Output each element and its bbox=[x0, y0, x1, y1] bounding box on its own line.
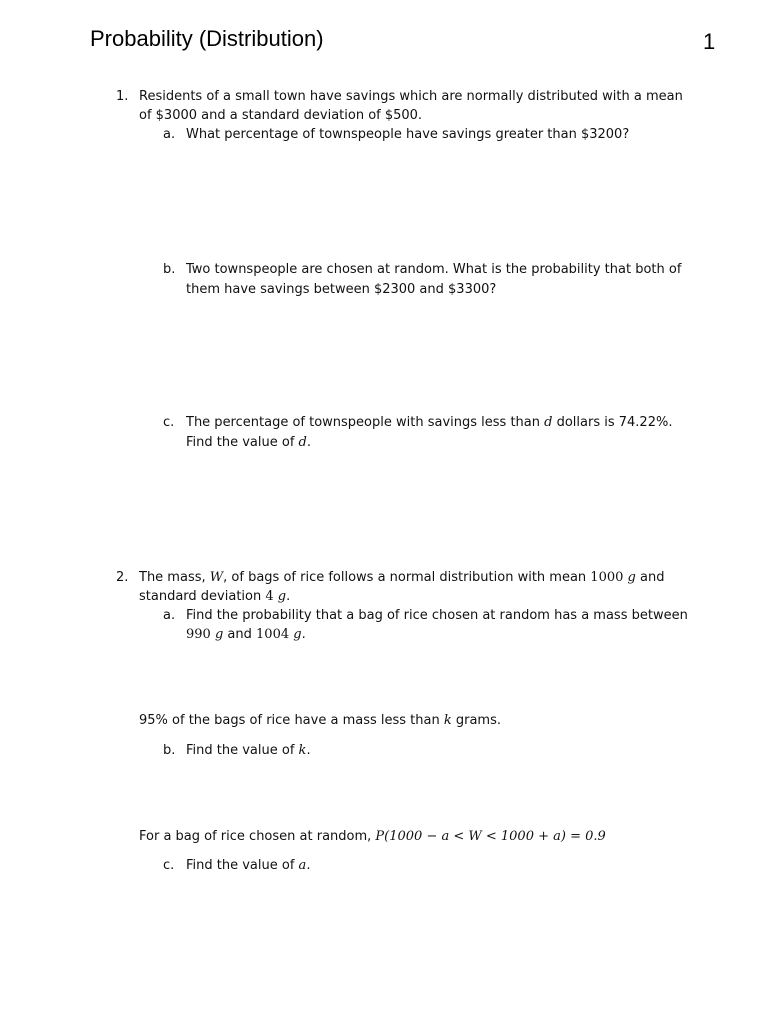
variable-a: a bbox=[298, 858, 307, 873]
question-2b-text: Find the value of k. bbox=[186, 743, 311, 758]
question-2c-label: c. bbox=[163, 858, 175, 873]
question-2a-text-line2: 990 g and 1004 g. bbox=[186, 627, 306, 642]
variable-k: k bbox=[298, 743, 307, 758]
question-2b-intro: 95% of the bags of rice have a mass less than k grams. bbox=[139, 713, 501, 728]
question-1-number: 1. bbox=[116, 89, 129, 104]
question-1a-text: What percentage of townspeople have savings greater than $3200? bbox=[186, 127, 630, 142]
question-1c-label: c. bbox=[163, 415, 175, 430]
question-2a-label: a. bbox=[163, 608, 176, 623]
question-2c-intro: For a bag of rice chosen at random, P(1000 − a < W < 1000 + a) = 0.9 bbox=[139, 829, 606, 844]
variable-w: W bbox=[209, 570, 224, 585]
page-number: 1 bbox=[703, 29, 716, 54]
question-1c-text-line1: The percentage of townspeople with savings less than d dollars is 74.22%. bbox=[186, 415, 673, 430]
question-2-text-line2: standard deviation 4 g. bbox=[139, 589, 291, 604]
question-1-text-line1: Residents of a small town have savings which are normally distributed with a mean bbox=[139, 89, 683, 104]
variable-k: k bbox=[443, 713, 452, 728]
question-2a-text-line1: Find the probability that a bag of rice chosen at random has a mass between bbox=[186, 608, 688, 623]
probability-expression: P(1000 − a < W < 1000 + a) = 0.9 bbox=[375, 829, 606, 844]
question-2c-text: Find the value of a. bbox=[186, 858, 311, 873]
page-title: Probability (Distribution) bbox=[90, 26, 324, 51]
question-2-number: 2. bbox=[116, 570, 129, 585]
question-1b-label: b. bbox=[163, 262, 176, 277]
variable-d: d bbox=[544, 415, 553, 430]
question-1b-text-line2: them have savings between $2300 and $3300? bbox=[186, 282, 497, 297]
question-1-text-line2: of $3000 and a standard deviation of $500. bbox=[139, 108, 423, 123]
question-1a-label: a. bbox=[163, 127, 176, 142]
question-2-text-line1: The mass, W, of bags of rice follows a normal distribution with mean 1000 g and bbox=[139, 570, 665, 585]
question-2b-label: b. bbox=[163, 743, 176, 758]
question-1c-text-line2: Find the value of d. bbox=[186, 435, 312, 450]
question-1b-text-line1: Two townspeople are chosen at random. What is the probability that both of bbox=[186, 262, 682, 277]
variable-d: d bbox=[298, 435, 307, 450]
